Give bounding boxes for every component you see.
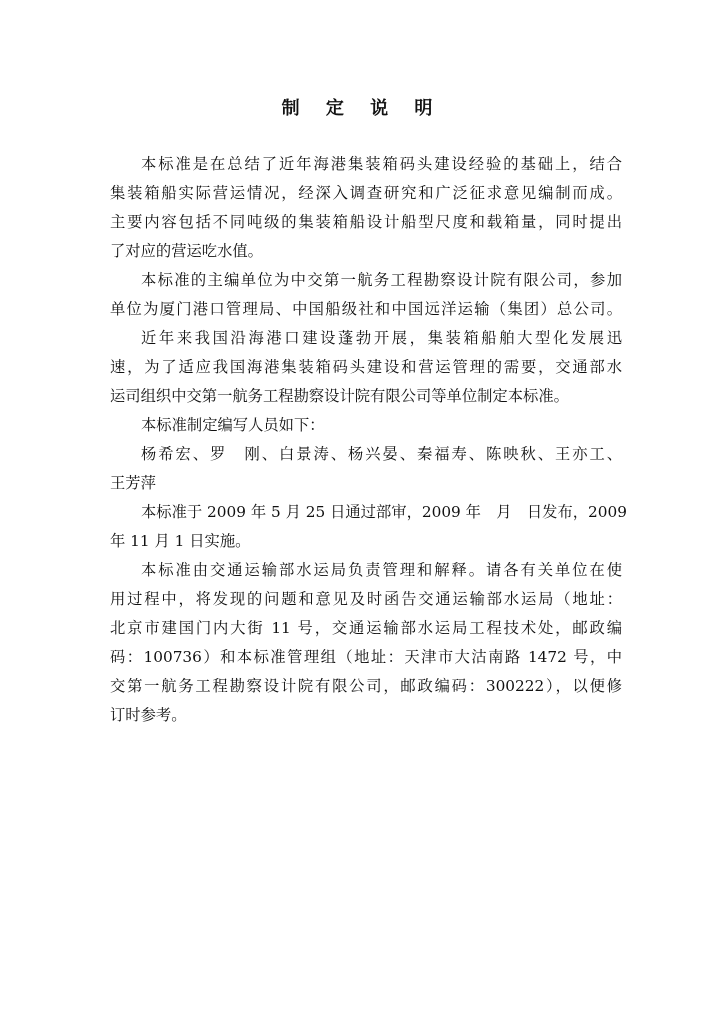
text-line: 本标准于 2009 年 5 月 25 日通过部审，2009 年 月 日发布，2009 bbox=[141, 503, 627, 521]
text-line: 杨希宏、罗 刚、白景涛、杨兴晏、秦福寿、陈映秋、王亦工、 bbox=[141, 445, 622, 463]
text-line: 本标准制定编写人员如下： bbox=[141, 416, 325, 434]
text-line: 王芳萍 bbox=[110, 474, 156, 492]
text-line: 速，为了适应我国海港集装箱码头建设和营运管理的需要，交通部水 bbox=[110, 358, 622, 376]
page-title: 制 定 说 明 bbox=[281, 98, 443, 119]
text-line: 码：100736）和本标准管理组（地址：天津市大沽南路 1472 号，中 bbox=[110, 648, 622, 666]
text-line: 单位为厦门港口管理局、中国船级社和中国远洋运输（集团）总公司。 bbox=[110, 300, 622, 318]
text-line: 用过程中，将发现的问题和意见及时函告交通运输部水运局（地址： bbox=[110, 590, 622, 608]
text-line: 了对应的营运吃水值。 bbox=[110, 242, 263, 260]
text-line: 交第一航务工程勘察设计院有限公司，邮政编码：300222），以便修 bbox=[110, 677, 622, 695]
text-line: 本标准是在总结了近年海港集装箱码头建设经验的基础上，结合 bbox=[141, 155, 622, 173]
text-line: 本标准的主编单位为中交第一航务工程勘察设计院有限公司，参加 bbox=[141, 271, 622, 289]
text-line: 主要内容包括不同吨级的集装箱船设计船型尺度和载箱量，同时提出 bbox=[110, 213, 622, 231]
text-line: 年 11 月 1 日实施。 bbox=[110, 532, 251, 550]
text-line: 北京市建国门内大街 11 号，交通运输部水运局工程技术处，邮政编 bbox=[110, 619, 622, 637]
text-line: 近年来我国沿海港口建设蓬勃开展，集装箱船舶大型化发展迅 bbox=[141, 329, 622, 347]
document-body bbox=[110, 150, 627, 730]
text-line: 运司组织中交第一航务工程勘察设计院有限公司等单位制定本标准。 bbox=[110, 387, 569, 405]
text-line: 集装箱船实际营运情况，经深入调查研究和广泛征求意见编制而成。 bbox=[110, 184, 622, 202]
text-line: 本标准由交通运输部水运局负责管理和解释。请各有关单位在使 bbox=[141, 561, 622, 579]
text-line: 订时参考。 bbox=[110, 706, 187, 724]
